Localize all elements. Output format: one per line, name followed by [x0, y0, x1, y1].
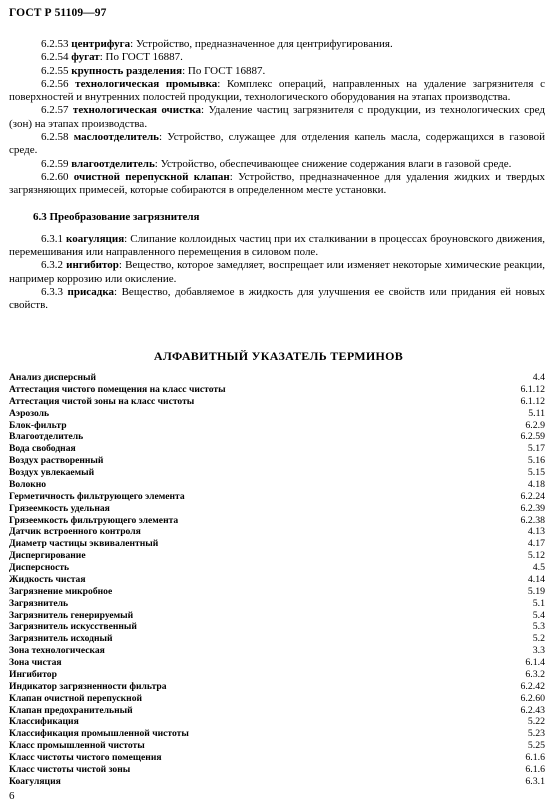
index-ref: 4.14	[527, 573, 545, 585]
index-entry	[9, 503, 545, 515]
index-entry	[9, 693, 545, 705]
paragraph-6-3-2: 6.3.2 ингибитор: Вещество, которое замедляет, воспрещает или изменяет некоторые химические реакции, например коррозию или окисление.	[9, 259, 545, 285]
index-term: Воздух растворенный	[9, 455, 104, 467]
index-entry	[9, 431, 545, 443]
index-term: Вода свободная	[9, 443, 76, 455]
index-term: Дисперсность	[9, 562, 70, 573]
index-entry	[9, 562, 545, 574]
index-term: Жидкость чистая	[9, 573, 86, 585]
index-entry	[9, 752, 545, 764]
index-entry	[9, 586, 545, 598]
paragraph-6-2-53: 6.2.53 центрифуга: Устройство, предназначенное для центрифугирования.	[41, 38, 393, 50]
paragraph-6-2-58: 6.2.58 маслоотделитель: Устройство, служащее для отделения капель масла, содержащихся в газовой среде.	[9, 131, 546, 157]
index-term: Класс промышленной чистоты	[9, 740, 145, 752]
index-term: Загрязнение микробное	[9, 585, 113, 597]
index-ref: 5.23	[527, 728, 545, 740]
section-heading: 6.3 Преобразование загрязнителя	[33, 210, 200, 223]
index-entry	[9, 538, 545, 550]
index-entry	[9, 621, 545, 633]
index-term: Диспергирование	[9, 550, 86, 562]
index-term: Загрязнитель искусственный	[9, 621, 137, 633]
index-ref: 4.13	[527, 526, 545, 538]
index-ref: 6.2.42	[520, 680, 545, 692]
index-term: Аттестация чистого помещения на класс чистоты	[9, 383, 226, 395]
index-ref: 6.2.43	[520, 704, 545, 716]
paragraph-6-2-55: 6.2.55 крупность разделения: По ГОСТ 16887.	[41, 64, 266, 77]
index-entry	[9, 669, 545, 681]
index-ref: 6.1.4	[525, 657, 545, 668]
index-term: Влагоотделитель	[9, 431, 84, 443]
index-ref: 6.1.12	[520, 383, 545, 395]
index-term: Загрязнитель исходный	[9, 633, 113, 645]
index-term: Загрязнитель генерируемый	[9, 609, 134, 621]
index-ref: 5.1	[532, 597, 545, 609]
index-entry	[9, 645, 545, 657]
index-ref: 6.1.6	[525, 752, 545, 763]
index-ref: 5.11	[528, 407, 545, 419]
index-term: Аэрозоль	[9, 407, 50, 419]
index-term: Индикатор загрязненности фильтра	[9, 680, 167, 692]
index-ref: 5.25	[527, 740, 545, 752]
index-entry	[9, 420, 545, 432]
index-ref: 5.19	[527, 585, 545, 597]
index-term: Классификация	[9, 716, 79, 728]
index-ref: 3.3	[532, 645, 545, 657]
index-entry	[9, 681, 545, 693]
index-term: Аттестация чистой зоны на класс чистоты	[9, 395, 195, 407]
index-ref: 6.2.39	[520, 502, 545, 514]
index-term: Ингибитор	[9, 668, 57, 680]
paragraph-6-2-57: 6.2.57 технологическая очистка: Удаление частиц загрязнителя с продукции, из технологических сред (зон) на этапах производства.	[9, 104, 546, 130]
index-ref: 6.1.12	[520, 395, 545, 407]
index-entry	[9, 491, 545, 503]
index-entry	[9, 705, 545, 717]
index-term: Воздух увлекаемый	[9, 467, 95, 478]
index-entry	[9, 396, 545, 408]
index-entry	[9, 610, 545, 622]
index-ref: 5.16	[527, 455, 545, 467]
index-term: Клапан очистной перепускной	[9, 692, 143, 704]
index-ref: 6.2.38	[520, 514, 545, 526]
index-ref: 6.2.24	[520, 490, 545, 502]
index-term: Класс чистоты чистого помещения	[9, 752, 162, 763]
index-entry	[9, 776, 545, 788]
index-ref: 5.22	[527, 716, 545, 728]
index-entry	[9, 515, 545, 527]
paragraph-6-3-3: 6.3.3 присадка: Вещество, добавляемое в жидкость для улучшения ее свойств или придания ей новых свойств.	[9, 286, 546, 312]
index-ref: 6.2.60	[520, 692, 545, 704]
index-term: Блок-фильтр	[9, 419, 67, 431]
index-ref: 5.12	[527, 550, 545, 562]
index-term: Зона технологическая	[9, 645, 105, 657]
index-entry	[9, 657, 545, 669]
index-ref: 5.15	[527, 467, 545, 478]
index-term: Загрязнитель	[9, 597, 69, 609]
index-ref: 6.3.2	[525, 668, 545, 680]
index-ref: 5.3	[532, 621, 545, 633]
index-ref: 6.2.9	[525, 419, 545, 431]
index-term: Грязеемкость удельная	[9, 502, 110, 514]
index-ref: 4.4	[532, 372, 545, 383]
index-term: Герметичность фильтрующего элемента	[9, 490, 185, 502]
index-entry	[9, 443, 545, 455]
index-ref: 6.1.6	[525, 763, 545, 775]
index-entry	[9, 716, 545, 728]
index-entry	[9, 598, 545, 610]
document-header: ГОСТ Р 51109—97	[9, 7, 107, 19]
page-number: 6	[9, 790, 15, 802]
index-term: Класс чистоты чистой зоны	[9, 763, 131, 775]
index-term: Диаметр частицы эквивалентный	[9, 538, 159, 550]
index-term: Анализ дисперсный	[9, 372, 97, 383]
index-entry	[9, 372, 545, 384]
paragraph-6-2-54: 6.2.54 фугат: По ГОСТ 16887.	[41, 51, 183, 64]
index-ref: 4.17	[527, 538, 545, 550]
index-title: АЛФАВИТНЫЙ УКАЗАТЕЛЬ ТЕРМИНОВ	[153, 349, 404, 363]
index-entry	[9, 728, 545, 740]
index-term: Волокно	[9, 478, 47, 490]
index-term: Зона чистая	[9, 657, 62, 668]
index-ref: 6.2.59	[520, 431, 545, 443]
index-term: Клапан предохранительный	[9, 704, 133, 716]
index-ref: 5.4	[532, 609, 545, 621]
index-entry	[9, 479, 545, 491]
paragraph-6-3-1: 6.3.1 коагуляция: Слипание коллоидных частиц при их сталкивании в процессах броуновского движения, перемешивания или направленного перемещения в силовом поле.	[9, 232, 545, 259]
index-term: Коагуляция	[9, 775, 61, 787]
index-ref: 5.2	[532, 633, 545, 645]
index-ref: 4.18	[527, 478, 545, 490]
index-term: Датчик встроенного контроля	[9, 526, 141, 538]
index-entry	[9, 384, 545, 396]
paragraph-6-2-60: 6.2.60 очистной перепускной клапан: Устройство, предназначенное для удаления жидких и твердых загрязняющих примесей, которые собираются в определенном месте установки.	[9, 170, 546, 197]
index-entry	[9, 633, 545, 645]
alphabetical-index	[9, 372, 545, 788]
paragraph-6-2-56: 6.2.56 технологическая промывка: Комплекс операций, направленных на удаление загрязнителя с поверхностей и внутренних полостей продукции, технологического оборудования на этапах производства.	[9, 77, 545, 104]
index-entry	[9, 550, 545, 562]
index-entry	[9, 574, 545, 586]
index-entry	[9, 455, 545, 467]
index-term: Классификация промышленной чистоты	[9, 728, 189, 740]
index-entry	[9, 408, 545, 420]
index-entry	[9, 467, 545, 479]
index-entry	[9, 526, 545, 538]
index-entry	[9, 764, 545, 776]
document-body	[9, 38, 545, 313]
index-ref: 6.3.1	[525, 775, 545, 787]
index-ref: 4.5	[532, 562, 545, 573]
paragraph-6-2-59: 6.2.59 влагоотделитель: Устройство, обеспечивающее снижение содержания влаги в газовой среде.	[41, 157, 512, 170]
index-ref: 5.17	[527, 443, 545, 455]
index-entry	[9, 740, 545, 752]
index-term: Грязеемкость фильтрующего элемента	[9, 514, 179, 526]
